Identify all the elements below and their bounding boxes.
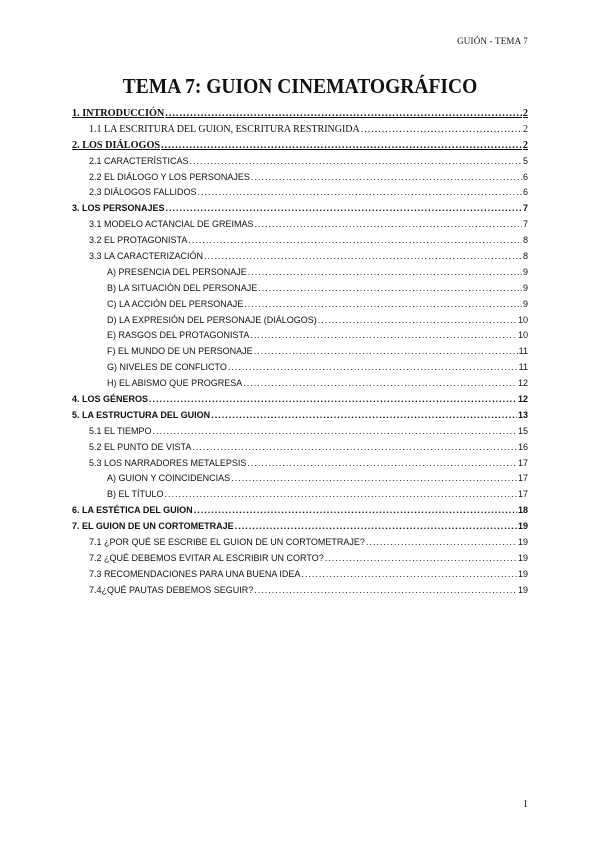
toc-entry-page: 12	[517, 394, 528, 405]
toc-entry-page: 19	[517, 521, 528, 532]
toc-leader	[190, 156, 522, 166]
toc-entry-label: 2. LOS DIÁLOGOS	[72, 139, 161, 151]
toc-entry-label: 5.2 EL PUNTO DE VISTA	[89, 441, 192, 452]
toc-entry-label: 2.2 EL DIÁLOGO Y LOS PERSONAJES	[89, 171, 250, 182]
toc-leader	[258, 283, 522, 293]
toc-entry-page: 10	[517, 330, 528, 341]
toc-leader	[255, 219, 522, 229]
toc-leader	[325, 553, 517, 563]
toc-leader	[194, 505, 517, 515]
toc-leader	[301, 569, 517, 579]
toc-entry-label: G) NIVELES DE CONFLICTO	[107, 362, 227, 373]
toc-entry-page: 19	[517, 537, 528, 548]
toc-entry-5-3[interactable]	[72, 458, 528, 474]
toc-entry-label: 3.1 MODELO ACTANCIAL DE GREIMAS	[89, 219, 254, 230]
toc-entry-5-3-b[interactable]	[72, 489, 528, 505]
toc-leader	[251, 172, 522, 182]
toc-leader	[248, 267, 522, 277]
toc-entry-personajes[interactable]	[72, 203, 528, 219]
toc-leader	[231, 473, 517, 483]
toc-entry-page: 2	[523, 123, 528, 135]
toc-leader	[243, 378, 517, 388]
toc-leader	[235, 521, 517, 531]
toc-leader	[254, 346, 518, 356]
toc-entry-generos[interactable]	[72, 394, 528, 410]
toc-entry-label: 2.3 DIÁLOGOS FALLIDOS	[89, 187, 197, 198]
toc-entry-7-1[interactable]	[72, 537, 528, 553]
toc-entry-page: 12	[517, 378, 528, 389]
toc-entry-2-1[interactable]	[72, 156, 528, 172]
toc-entry-label: E) RASGOS DEL PROTAGONISTA	[107, 330, 250, 341]
toc-entry-page: 10	[517, 314, 528, 325]
toc-entry-label: D) LA EXPRESIÓN DEL PERSONAJE (DIÁLOGOS)	[107, 314, 317, 325]
toc-entry-page: 9	[522, 282, 528, 293]
toc-leader	[361, 124, 522, 135]
toc-entry-estetica[interactable]	[72, 505, 528, 521]
toc-entry-page: 8	[522, 235, 528, 246]
toc-leader	[254, 585, 517, 595]
toc-leader	[153, 426, 517, 436]
toc-entry-3-2[interactable]	[72, 235, 528, 251]
toc-leader	[247, 458, 517, 468]
toc-entry-3-3-e[interactable]	[72, 330, 528, 346]
toc-entry-label: 3.2 EL PROTAGONISTA	[89, 235, 188, 246]
toc-entry-label: 5. LA ESTRUCTURA DEL GUION	[72, 409, 211, 420]
toc-entry-page: 13	[517, 409, 528, 420]
toc-leader	[165, 489, 517, 499]
toc-entry-label: 3.3 LA CARACTERIZACIÓN	[89, 251, 204, 262]
toc-entry-label: 2.1 CARACTERÍSTICAS	[89, 155, 189, 166]
toc-entry-5-1[interactable]	[72, 426, 528, 442]
toc-leader	[244, 299, 522, 309]
toc-entry-page: 19	[517, 584, 528, 595]
toc-entry-label: B) EL TÍTULO	[107, 489, 164, 500]
toc-entry-label: A) GUION Y COINCIDENCIAS	[107, 473, 231, 484]
toc-entry-page: 7	[522, 203, 528, 214]
toc-entry-3-1[interactable]	[72, 219, 528, 235]
toc-leader	[188, 235, 522, 245]
toc-entry-label: C) LA ACCIÓN DEL PERSONAJE	[107, 298, 244, 309]
toc-entry-page: 2	[522, 139, 528, 151]
toc-leader	[192, 442, 517, 452]
toc-entry-label: 3. LOS PERSONAJES	[72, 203, 165, 214]
toc-entry-5-2[interactable]	[72, 442, 528, 458]
toc-entry-label: 7.1 ¿POR QUÉ SE ESCRIBE EL GUION DE UN CORTOMETRAJE?	[89, 537, 365, 548]
toc-entry-label: H) EL ABISMO QUE PROGRESA	[107, 378, 243, 389]
toc-entry-label: F) EL MUNDO DE UN PERSONAJE	[107, 346, 253, 357]
toc-entry-3-3-g[interactable]	[72, 362, 528, 378]
table-of-contents	[72, 108, 528, 601]
toc-leader	[204, 251, 522, 261]
toc-entry-introduccion[interactable]	[72, 108, 528, 124]
toc-entry-7-2[interactable]	[72, 553, 528, 569]
toc-entry-estructura[interactable]	[72, 410, 528, 426]
toc-entry-3-3[interactable]	[72, 251, 528, 267]
toc-leader	[366, 537, 517, 547]
toc-entry-page: 9	[522, 266, 528, 277]
toc-leader	[161, 140, 522, 151]
toc-leader	[198, 187, 522, 197]
toc-entry-label: 7.3 RECOMENDACIONES PARA UNA BUENA IDEA	[89, 568, 301, 579]
toc-entry-dialogos[interactable]	[72, 140, 528, 156]
toc-entry-label: 7. EL GUION DE UN CORTOMETRAJE	[72, 521, 234, 532]
toc-entry-page: 2	[522, 108, 528, 119]
toc-entry-label: A) PRESENCIA DEL PERSONAJE	[107, 266, 247, 277]
toc-entry-page: 8	[522, 251, 528, 262]
toc-entry-7-4[interactable]	[72, 585, 528, 601]
toc-leader	[228, 362, 518, 372]
toc-entry-label: 4. LOS GÉNEROS	[72, 394, 149, 405]
toc-entry-label: 5.1 EL TIEMPO	[89, 425, 152, 436]
toc-entry-1-1[interactable]	[72, 124, 528, 140]
toc-entry-3-3-d[interactable]	[72, 315, 528, 331]
toc-leader	[250, 330, 517, 340]
toc-entry-page: 7	[522, 219, 528, 230]
toc-leader	[211, 410, 517, 420]
toc-entry-page: 9	[522, 298, 528, 309]
toc-entry-label: B) LA SITUACIÓN DEL PERSONAJE	[107, 282, 258, 293]
page-number: 1	[523, 799, 528, 810]
toc-entry-2-3[interactable]	[72, 187, 528, 203]
toc-entry-page: 6	[522, 171, 528, 182]
toc-entry-3-3-b[interactable]	[72, 283, 528, 299]
toc-entry-label: 1.1 LA ESCRITURA DEL GUION, ESCRITURA RESTRINGIDA	[89, 123, 360, 135]
toc-entry-2-2[interactable]	[72, 172, 528, 188]
toc-entry-label: 7.4¿QUÉ PAUTAS DEBEMOS SEGUIR?	[89, 584, 254, 595]
running-header: GUIÓN - TEMA 7	[457, 36, 528, 46]
toc-entry-3-3-f[interactable]	[72, 346, 528, 362]
toc-entry-page: 17	[517, 489, 528, 500]
toc-entry-page: 19	[517, 552, 528, 563]
toc-entry-page: 15	[517, 425, 528, 436]
toc-entry-page: 11	[518, 346, 528, 357]
toc-entry-page: 16	[517, 441, 528, 452]
toc-entry-5-3-a[interactable]	[72, 473, 528, 489]
toc-entry-label: 5.3 LOS NARRADORES METALEPSIS	[89, 457, 247, 468]
toc-entry-page: 19	[517, 568, 528, 579]
toc-entry-page: 5	[522, 155, 528, 166]
toc-leader	[149, 394, 517, 404]
toc-entry-page: 17	[517, 457, 528, 468]
toc-entry-label: 1. INTRODUCCIÓN	[72, 108, 165, 119]
toc-entry-3-3-a[interactable]	[72, 267, 528, 283]
toc-entry-3-3-c[interactable]	[72, 299, 528, 315]
toc-entry-3-3-h[interactable]	[72, 378, 528, 394]
toc-leader	[165, 108, 522, 119]
toc-entry-cortometraje[interactable]	[72, 521, 528, 537]
toc-entry-page: 6	[522, 187, 528, 198]
toc-entry-page: 17	[517, 473, 528, 484]
document-title: TEMA 7: GUION CINEMATOGRÁFICO	[122, 74, 478, 98]
toc-leader	[318, 315, 517, 325]
toc-entry-7-3[interactable]	[72, 569, 528, 585]
toc-entry-page: 18	[517, 505, 528, 516]
toc-entry-label: 7.2 ¿QUÉ DEBEMOS EVITAR AL ESCRIBIR UN CORTO?	[89, 552, 324, 563]
toc-entry-label: 6. LA ESTÉTICA DEL GUION	[72, 505, 193, 516]
toc-leader	[166, 203, 522, 213]
toc-entry-page: 11	[518, 362, 528, 373]
